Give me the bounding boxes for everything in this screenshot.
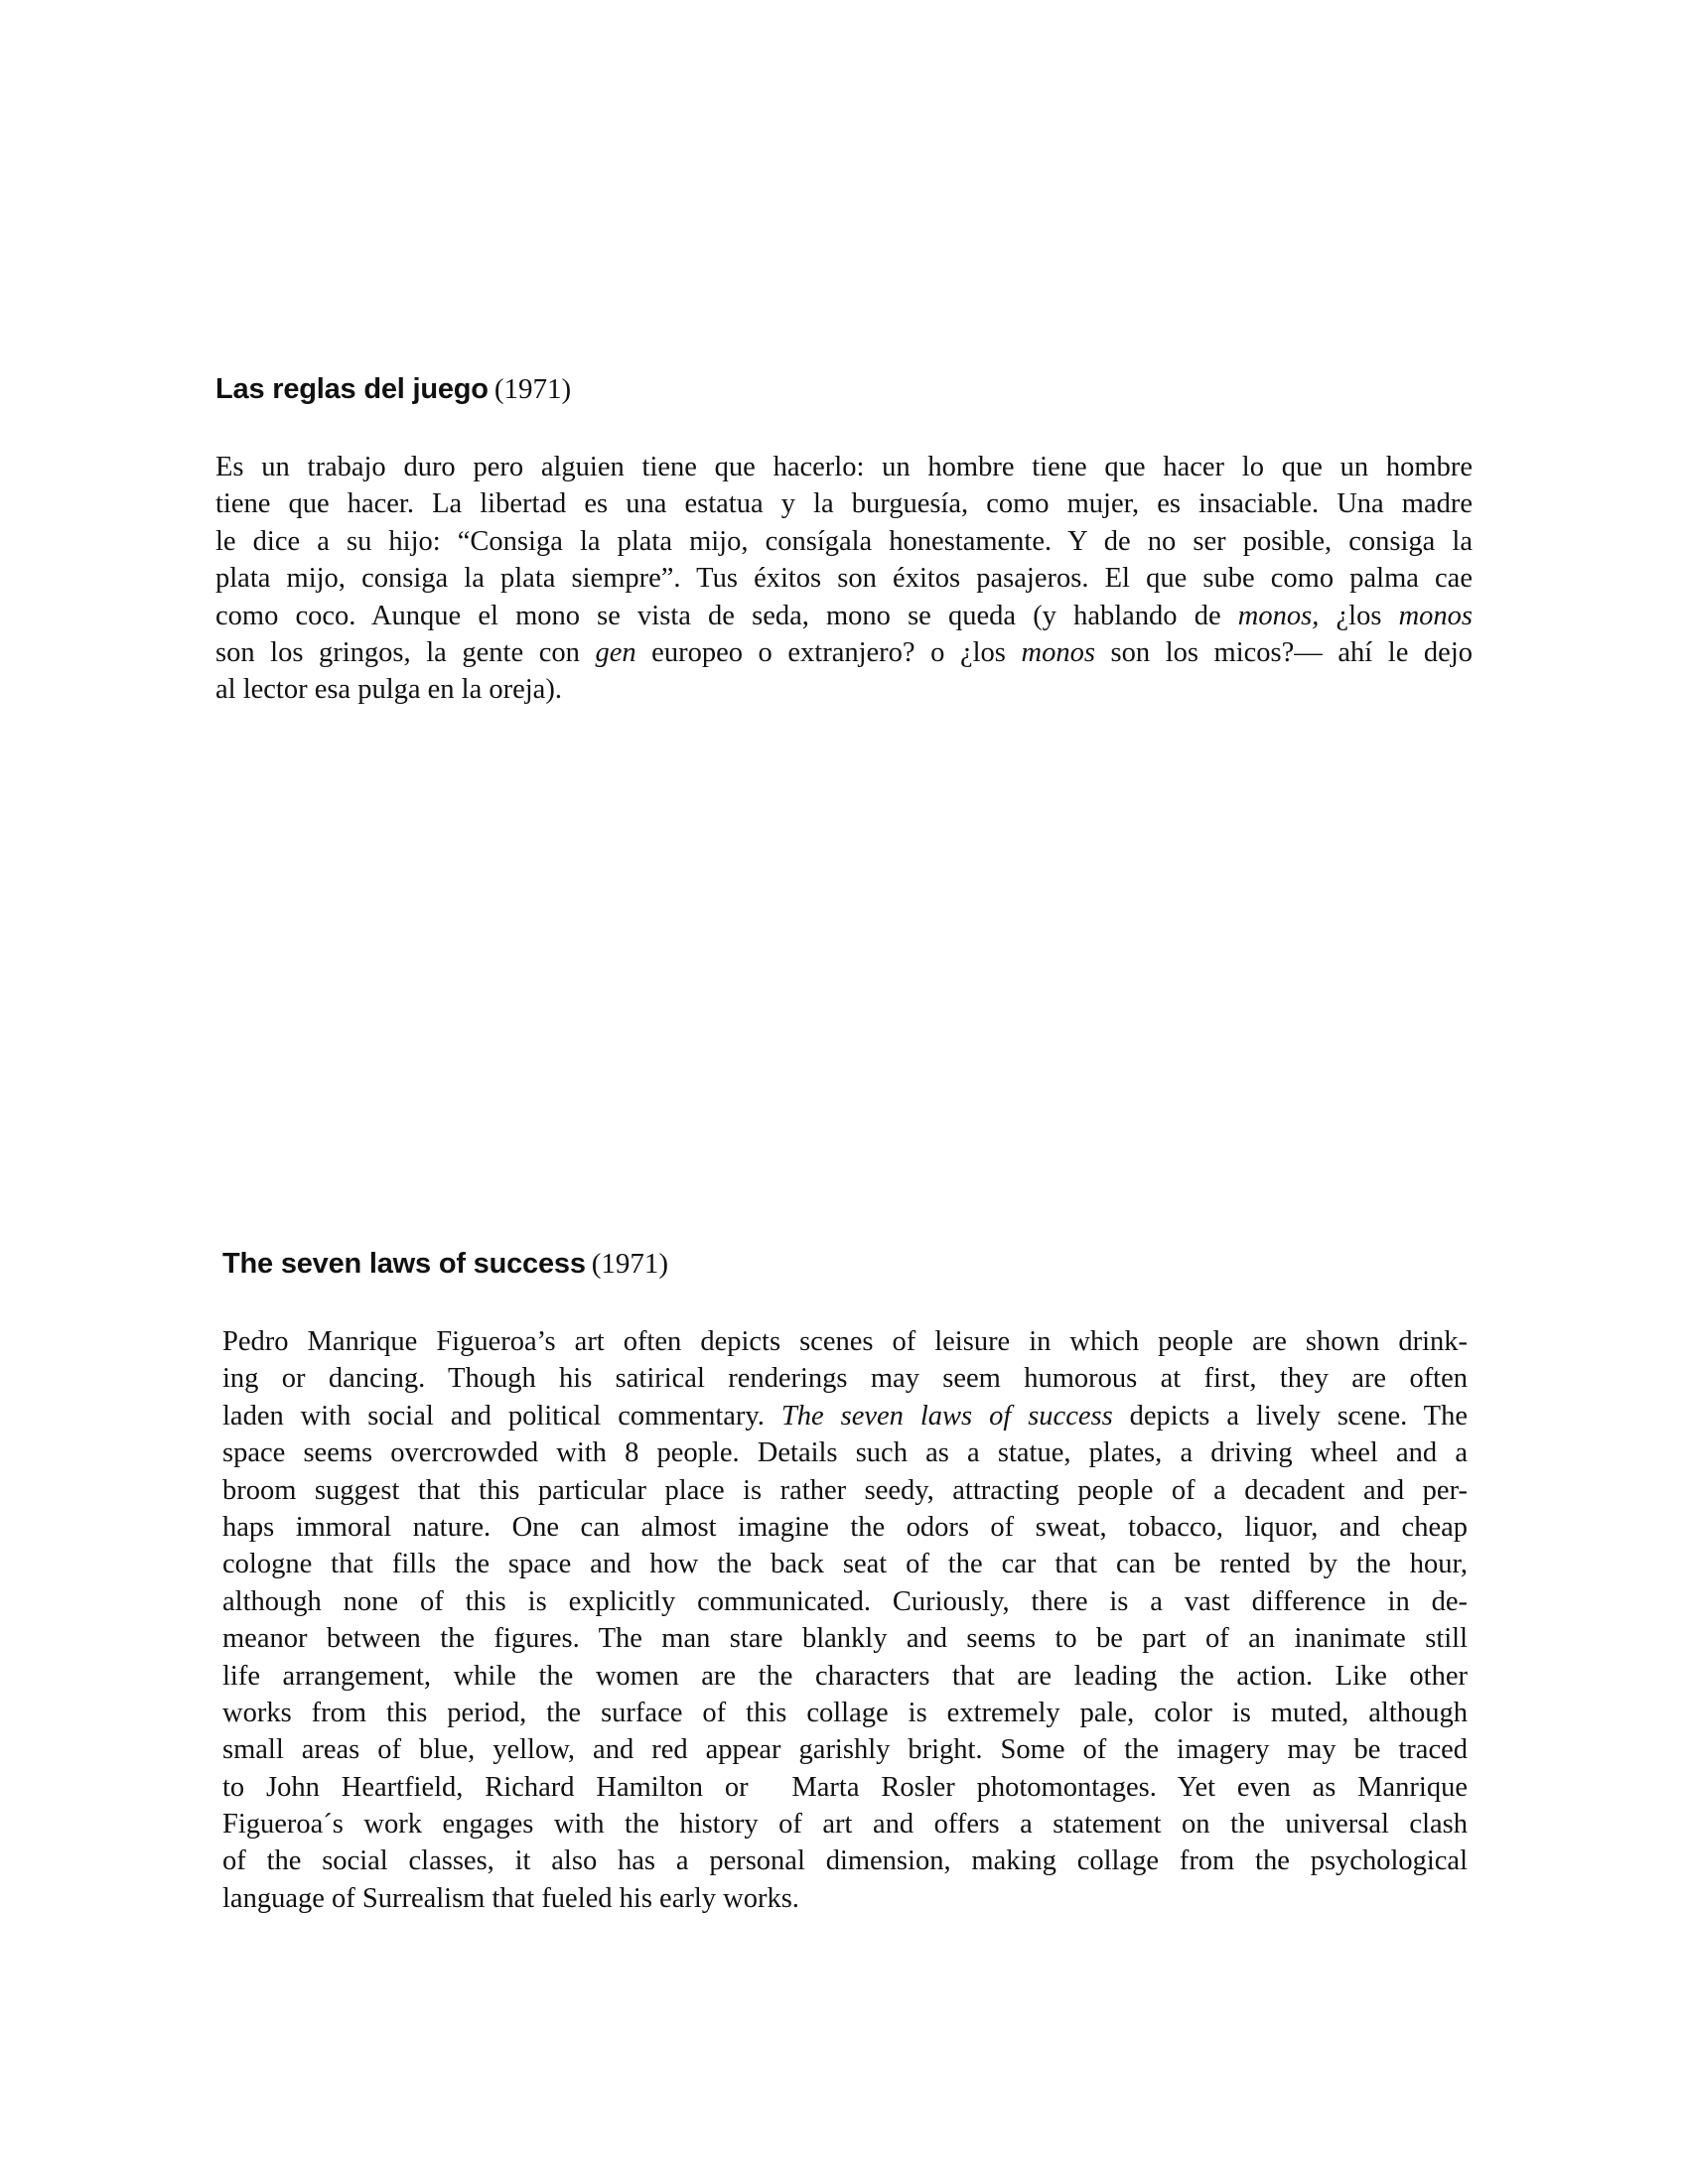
text-line: small areas of blue, yellow, and red appear garishly bright. Some of the imagery may be traced bbox=[222, 1734, 1468, 1766]
section-body bbox=[215, 449, 1473, 709]
text-line: tiene que hacer. La libertad es una estatua y la burguesía, como mujer, es insaciable. Una madre bbox=[215, 488, 1473, 520]
text-line: language of Surrealism that fueled his early works. bbox=[222, 1882, 799, 1914]
text-line: broom suggest that this particular place is rather seedy, attracting people of a decadent and per- bbox=[222, 1474, 1468, 1506]
text-line: le dice a su hijo: “Consiga la plata mijo, consígala honestamente. Y de no ser posible, consiga la bbox=[215, 525, 1473, 557]
artwork-title: Las reglas del juego bbox=[215, 373, 489, 405]
italic-text: monos bbox=[1021, 636, 1095, 668]
italic-text: The seven laws of success bbox=[780, 1400, 1113, 1432]
section-body bbox=[222, 1323, 1468, 1917]
artwork-title: The seven laws of success bbox=[222, 1248, 586, 1280]
section-heading bbox=[222, 1246, 1468, 1282]
text-line: Es un trabajo duro pero alguien tiene que hacerlo: un hombre tiene que hacer lo que un hombre bbox=[215, 452, 1473, 482]
section-heading bbox=[215, 371, 1473, 407]
text-line: life arrangement, while the women are the characters that are leading the action. Like other bbox=[222, 1660, 1468, 1692]
text-line: como coco. Aunque el mono se vista de seda, mono se queda (y hablando de monos, ¿los monos bbox=[215, 600, 1474, 631]
italic-text: monos, bbox=[1237, 600, 1320, 631]
text-line: cologne that fills the space and how the back seat of the car that can be rented by the hour, bbox=[222, 1549, 1468, 1580]
text-line: laden with social and political commentary. The seven laws of success depicts a lively scene. The bbox=[222, 1400, 1468, 1432]
text-line: although none of this is explicitly communicated. Curiously, there is a vast difference in de- bbox=[222, 1585, 1468, 1617]
text-line: Figueroa´s work engages with the history of art and offers a statement on the universal clash bbox=[222, 1809, 1468, 1841]
text-line: works from this period, the surface of this collage is extremely pale, color is muted, although bbox=[222, 1697, 1468, 1728]
artwork-year: (1971) bbox=[493, 373, 572, 405]
italic-text: monos bbox=[1398, 600, 1474, 631]
text-line: plata mijo, consiga la plata siempre”. Tus éxitos son éxitos pasajeros. El que sube como palma cae bbox=[215, 563, 1473, 595]
text-line: son los gringos, la gente con gen europeo o extranjero? o ¿los monos son los micos?— ahí le dejo bbox=[215, 636, 1473, 668]
text-line: space seems overcrowded with 8 people. Details such as a statue, plates, a driving wheel and a bbox=[222, 1437, 1468, 1469]
text-line: ing or dancing. Though his satirical renderings may seem humorous at first, they are often bbox=[222, 1363, 1468, 1395]
text-line: haps immoral nature. One can almost imagine the odors of sweat, tobacco, liquor, and cheap bbox=[222, 1511, 1468, 1543]
text-line: Pedro Manrique Figueroa’s art often depicts scenes of leisure in which people are shown drink- bbox=[222, 1326, 1468, 1357]
artwork-year: (1971) bbox=[591, 1248, 669, 1280]
text-line: of the social classes, it also has a personal dimension, making collage from the psychological bbox=[222, 1845, 1468, 1877]
text-line: al lector esa pulga en la oreja). bbox=[215, 674, 562, 706]
section-las-reglas-del-juego bbox=[215, 371, 1473, 709]
text-line: to John Heartfield, Richard Hamilton or Marta Rosler photomontages. Yet even as Manrique bbox=[222, 1771, 1468, 1803]
section-seven-laws-of-success bbox=[222, 1246, 1468, 1917]
italic-text: gen bbox=[595, 636, 636, 668]
text-line: meanor between the figures. The man stare blankly and seems to be part of an inanimate still bbox=[222, 1623, 1468, 1655]
